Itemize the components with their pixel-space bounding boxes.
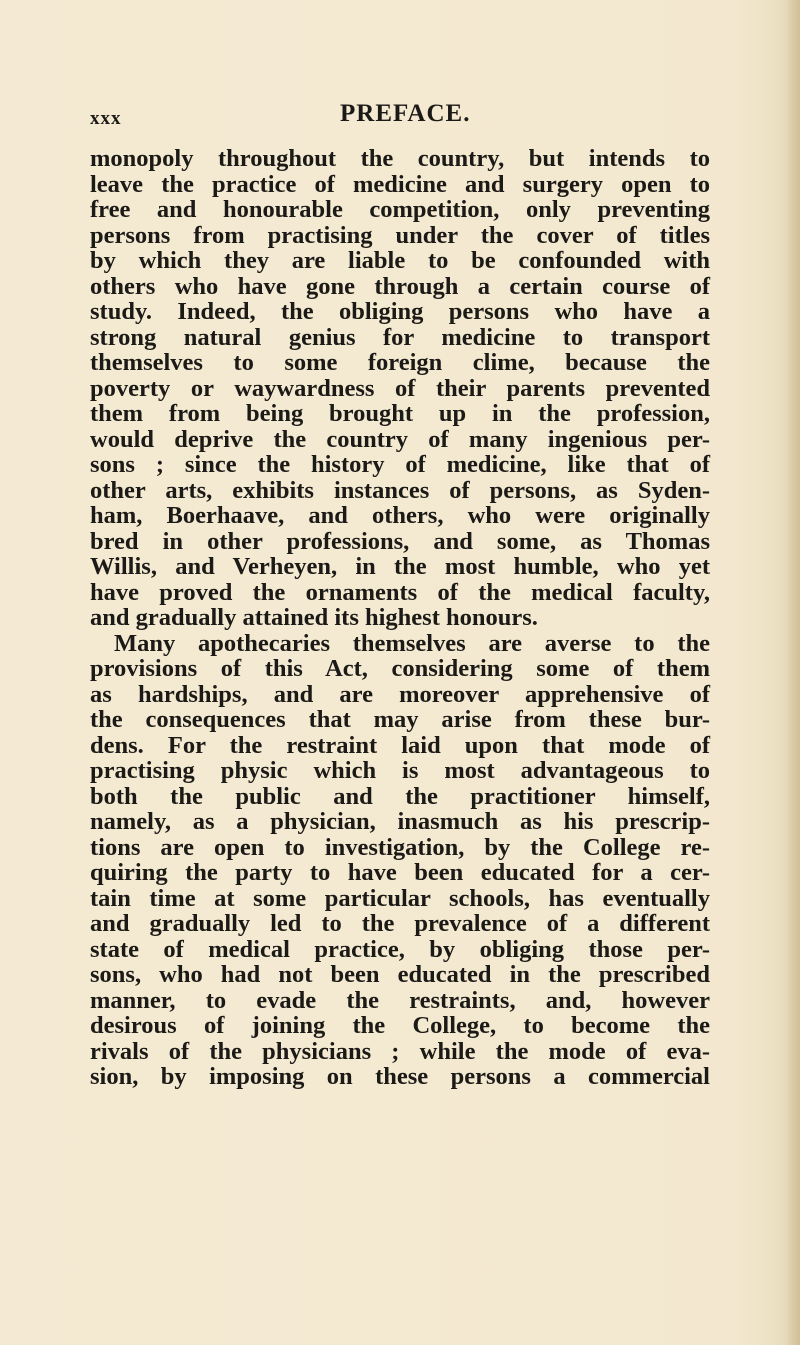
- text-line: ham, Boerhaave, and others, who were originally: [90, 502, 710, 529]
- text-line: themselves to some foreign clime, because the: [90, 349, 710, 376]
- text-line: study. Indeed, the obliging persons who have a: [90, 298, 710, 325]
- text-line: would deprive the country of many ingenious per-: [90, 425, 710, 453]
- text-line: monopoly throughout the country, but intends to: [90, 145, 710, 172]
- text-line: sons ; since the history of medicine, like that of: [90, 451, 710, 478]
- text-line: both the public and the practitioner himself,: [90, 782, 710, 810]
- text-line: sion, by imposing on these persons a commercial: [90, 1063, 710, 1090]
- text-line: have proved the ornaments of the medical faculty,: [90, 578, 710, 606]
- text-line: the consequences that may arise from these bur-: [90, 706, 710, 733]
- text-line: them from being brought up in the profession,: [90, 400, 710, 427]
- text-line: other arts, exhibits instances of persons, as Syden-: [90, 476, 710, 504]
- page-number: xxx: [90, 108, 122, 129]
- text-line: dens. For the restraint laid upon that mode of: [90, 731, 710, 759]
- text-line: rivals of the physicians ; while the mode of eva-: [90, 1037, 710, 1065]
- text-line: tions are open to investigation, by the College re-: [90, 833, 710, 861]
- text-line: practising physic which is most advantageous to: [90, 757, 710, 784]
- page-edge-shadow: [786, 0, 800, 1345]
- text-line: sons, who had not been educated in the prescribed: [90, 961, 710, 988]
- text-line: manner, to evade the restraints, and, however: [90, 986, 710, 1014]
- text-line: strong natural genius for medicine to transport: [90, 323, 710, 351]
- text-line: Willis, and Verheyen, in the most humble, who yet: [90, 553, 710, 580]
- text-line: tain time at some particular schools, has eventually: [90, 884, 710, 912]
- text-line: as hardships, and are moreover apprehensive of: [90, 680, 710, 708]
- text-line: provisions of this Act, considering some of them: [90, 655, 710, 682]
- paragraph-start-line: Many apothecaries themselves are averse to the: [114, 629, 710, 657]
- text-line: and gradually led to the prevalence of a different: [90, 910, 710, 937]
- text-line: desirous of joining the College, to become the: [90, 1012, 710, 1039]
- text-line: by which they are liable to be confounded with: [90, 247, 710, 274]
- text-line: quiring the party to have been educated for a cer-: [90, 859, 710, 886]
- running-title: PREFACE.: [340, 100, 471, 127]
- text-line: others who have gone through a certain course of: [90, 272, 710, 300]
- text-line: poverty or waywardness of their parents prevented: [90, 374, 710, 402]
- text-line: bred in other professions, and some, as Thomas: [90, 527, 710, 555]
- paragraph-end-line: and gradually attained its highest honours.: [90, 604, 538, 631]
- text-line: free and honourable competition, only preventing: [90, 196, 710, 223]
- body-text: [90, 146, 710, 1090]
- running-head: [0, 100, 800, 130]
- text-line: state of medical practice, by obliging those per-: [90, 935, 710, 963]
- text-line: persons from practising under the cover of titles: [90, 221, 710, 249]
- text-line: leave the practice of medicine and surgery open to: [90, 170, 710, 198]
- text-line: namely, as a physician, inasmuch as his prescrip-: [90, 808, 710, 835]
